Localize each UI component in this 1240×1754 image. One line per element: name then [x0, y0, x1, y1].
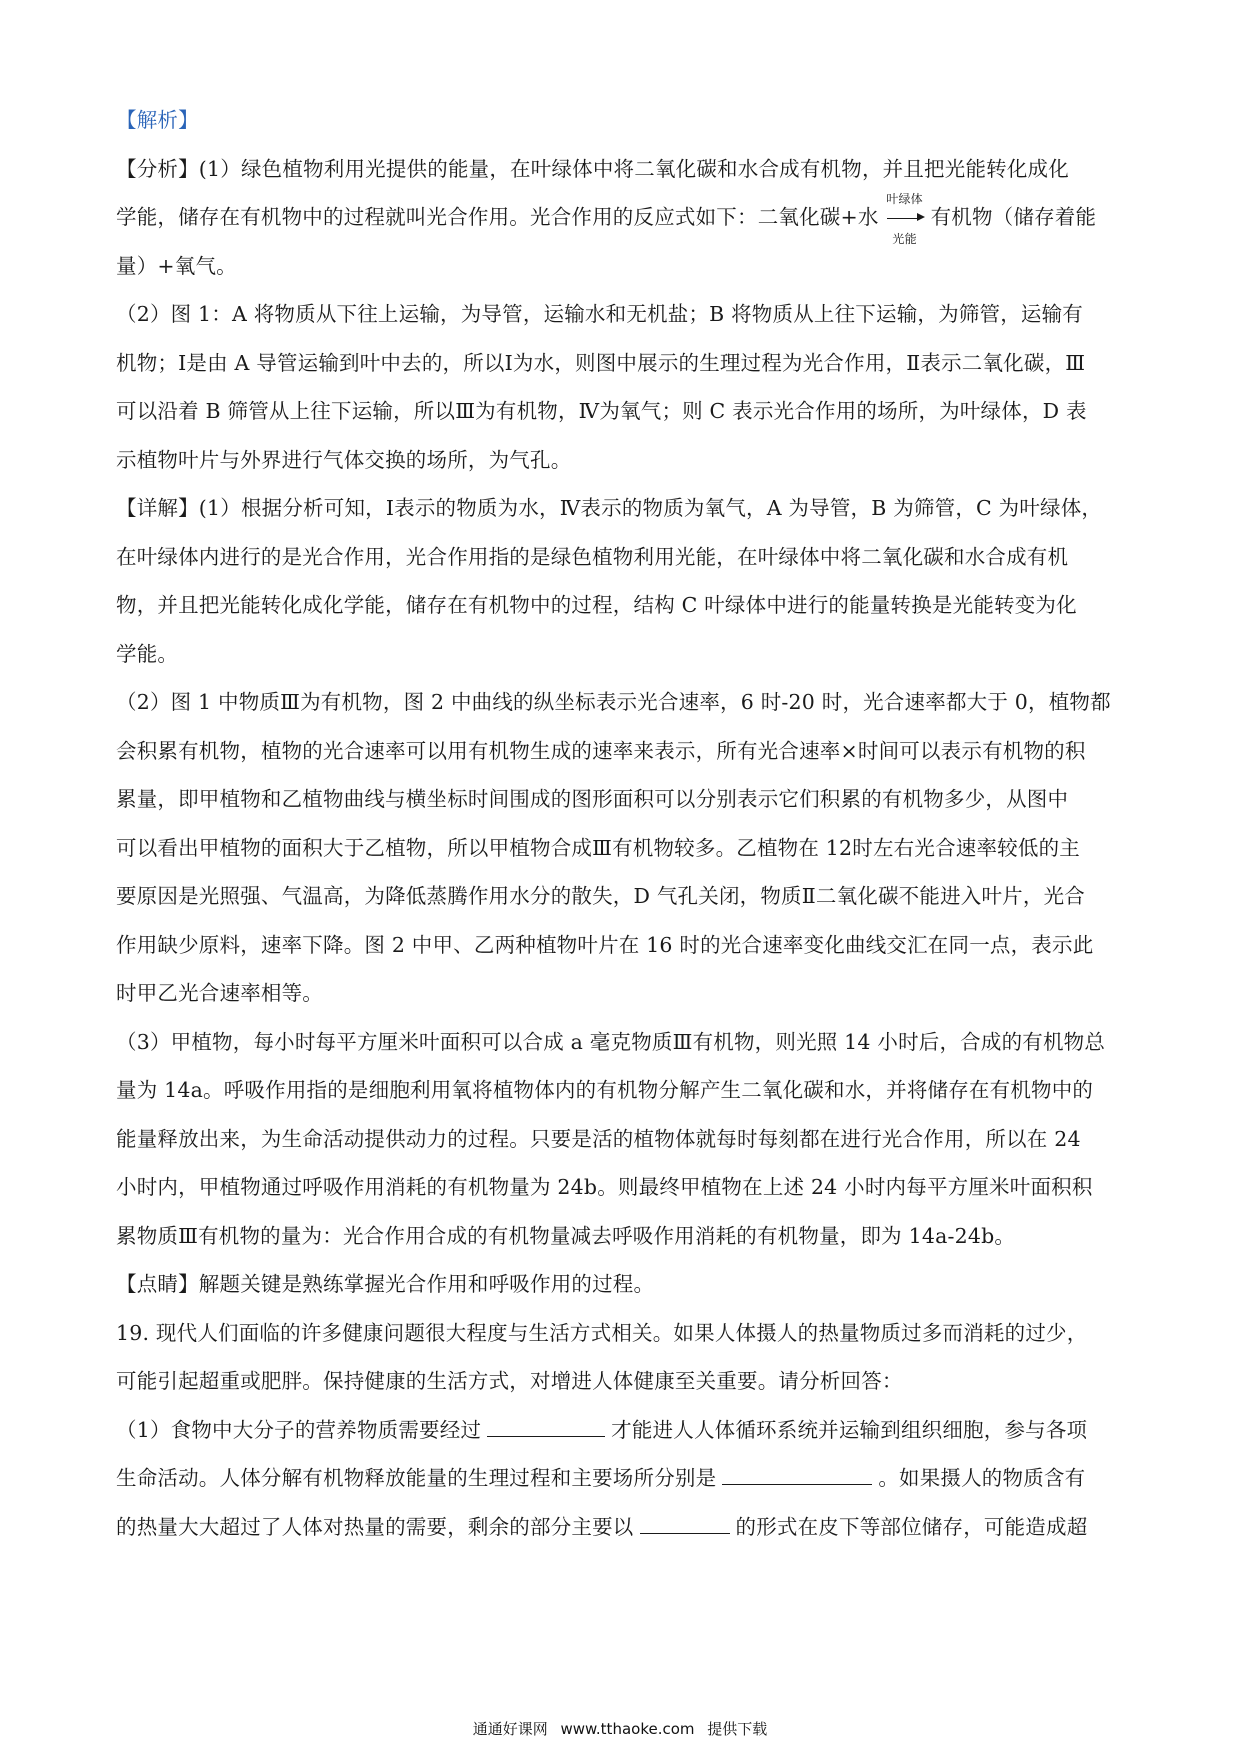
question-line [116, 1406, 1132, 1455]
question-text: 。如果摄人的物质含有 [878, 1466, 1086, 1490]
page-footer [0, 1718, 1240, 1739]
question-text: 的热量大大超过了人体对热量的需要，剩余的部分主要以 [116, 1514, 634, 1539]
detail-line: 作用缺少原料，速率下降。图 2 中甲、乙两种植物叶片在 16 时的光合速率变化曲线交汇在同一点，表示此 [116, 932, 1094, 957]
detail-line: 能量释放出来，为生命活动提供动力的过程。只要是活的植物体就每时每刻都在进行光合作用，所以在 24 [116, 1126, 1081, 1151]
detail-line: 累物质Ⅲ有机物的量为：光合作用合成的有机物量减去呼吸作用消耗的有机物量，即为 14a-24b。 [116, 1223, 1016, 1248]
question-line: 19. 现代人们面临的许多健康问题很大程度与生活方式相关。如果人体摄人的热量物质过多而消耗的过少， [116, 1320, 1088, 1345]
answer-blank-2[interactable] [722, 1462, 872, 1485]
comment-line: 【点睛】解题关键是熟练掌握光合作用和呼吸作用的过程。 [116, 1272, 655, 1296]
question-text: 的形式在皮下等部位储存，可能造成超 [735, 1514, 1088, 1539]
footer-suffix: 提供下载 [707, 1720, 768, 1738]
section-heading: 【解析】 [116, 108, 199, 132]
question-text: （1）食物中大分子的营养物质需要经过 [116, 1417, 482, 1442]
analysis-line: （2）图 1：A 将物质从下往上运输，为导管，运输水和无机盐；B 将物质从上往下运输，为筛管，运输有 [116, 302, 1084, 326]
right-arrow-icon [887, 218, 919, 219]
detail-line: 会积累有机物，植物的光合速率可以用有机物生成的速率来表示，所有光合速率×时间可以表示有机物的积 [116, 738, 1086, 763]
footer-site-name: 通通好课网 [472, 1720, 548, 1738]
detail-line: 要原因是光照强、气温高，为降低蒸腾作用水分的散失，D 气孔关闭，物质Ⅱ二氧化碳不能进入叶片，光合 [116, 884, 1085, 908]
reaction-condition-top: 叶绿体 [886, 191, 923, 206]
detail-line: 物，并且把光能转化成化学能，储存在有机物中的过程，结构 C 叶绿体中进行的能量转换是光能转变为化 [116, 593, 1077, 617]
detail-line: 量为 14a。呼吸作用指的是细胞利用氧将植物体内的有机物分解产生二氧化碳和水，并将储存在有机物中的 [116, 1078, 1094, 1102]
detail-line: 时甲乙光合速率相等。 [116, 981, 323, 1005]
document-body [116, 96, 1132, 1551]
detail-line: 可以看出甲植物的面积大于乙植物，所以甲植物合成Ⅲ有机物较多。乙植物在 12时左右光合速率较低的主 [116, 835, 1080, 860]
detail-line: 【详解】(1）根据分析可知，Ⅰ表示的物质为水，Ⅳ表示的物质为氧气，A 为导管，B 为筛管，C 为叶绿体， [116, 496, 1103, 520]
reaction-arrow [883, 191, 927, 246]
detail-line: （3）甲植物，每小时每平方厘米叶面积可以合成 a 毫克物质Ⅲ有机物，则光照 14 小时后，合成的有机物总 [116, 1029, 1106, 1054]
analysis-line: 机物；Ⅰ是由 A 导管运输到叶中去的，所以Ⅰ为水，则图中展示的生理过程为光合作用，Ⅱ表示二氧化碳，Ⅲ [116, 350, 1086, 375]
detail-line: 在叶绿体内进行的是光合作用，光合作用指的是绿色植物利用光能，在叶绿体中将二氧化碳和水合成有机 [116, 544, 1069, 569]
question-text: 才能进人人体循环系统并运输到组织细胞，参与各项 [611, 1417, 1088, 1442]
analysis-line: 【分析】(1）绿色植物利用光提供的能量，在叶绿体中将二氧化碳和水合成有机物，并且把光能转化成化 [116, 156, 1069, 181]
analysis-line: 示植物叶片与外界进行气体交换的场所，为气孔。 [116, 447, 572, 472]
detail-line: （2）图 1 中物质Ⅲ为有机物，图 2 中曲线的纵坐标表示光合速率，6 时-20 时，光合速率都大于 0，植物都 [116, 690, 1111, 714]
analysis-line: 可以沿着 B 筛管从上往下运输，所以Ⅲ为有机物，Ⅳ为氧气；则 C 表示光合作用的场所，为叶绿体，D 表 [116, 399, 1087, 423]
answer-blank-3[interactable] [640, 1511, 730, 1534]
analysis-line: 量）+氧气。 [116, 253, 237, 278]
question-text: 生命活动。人体分解有机物释放能量的生理过程和主要场所分别是 [116, 1466, 717, 1490]
question-line: 可能引起超重或肥胖。保持健康的生活方式，对增进人体健康至关重要。请分析回答： [116, 1369, 903, 1393]
detail-line: 学能。 [116, 641, 179, 666]
detail-line: 小时内，甲植物通过呼吸作用消耗的有机物量为 24b。则最终甲植物在上述 24 小时内每平方厘米叶面积积 [116, 1175, 1093, 1199]
answer-blank-1[interactable] [487, 1414, 605, 1437]
reaction-condition-bottom: 光能 [892, 231, 917, 246]
analysis-line [116, 191, 1132, 246]
analysis-text: 学能，储存在有机物中的过程就叫光合作用。光合作用的反应式如下：二氧化碳+水 [116, 205, 879, 229]
question-line [116, 1503, 1132, 1552]
analysis-text: 有机物（储存着能 [930, 205, 1097, 229]
detail-line: 累量，即甲植物和乙植物曲线与横坐标时间围成的图形面积可以分别表示它们积累的有机物多少，从图中 [116, 787, 1069, 811]
question-line [116, 1454, 1132, 1503]
footer-url[interactable]: www.tthaoke.com [560, 1720, 695, 1738]
